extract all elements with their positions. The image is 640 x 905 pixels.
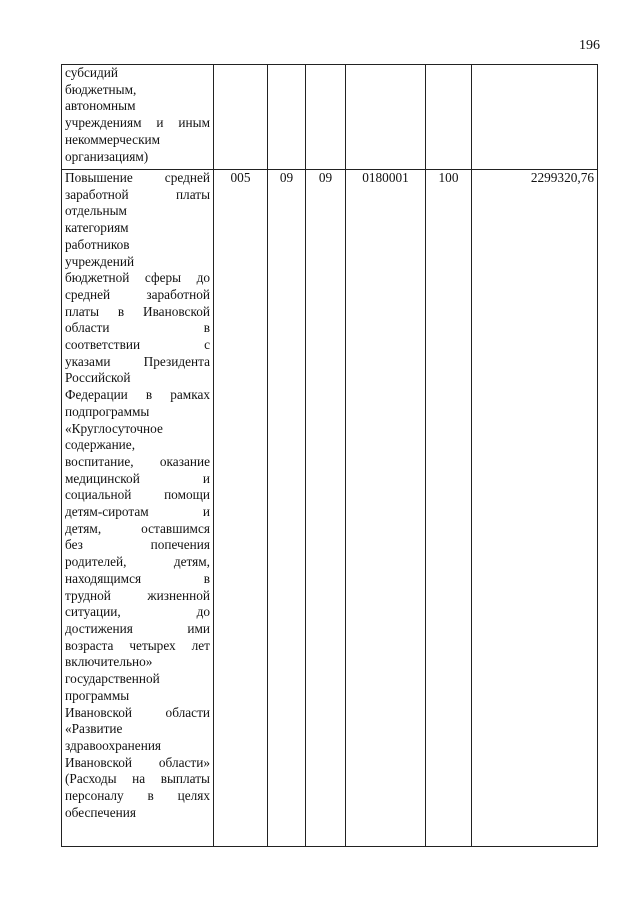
- target-article-cell: 0180001: [346, 170, 426, 847]
- description-line: социальной помощи: [65, 487, 210, 503]
- admin-code-cell: [214, 65, 268, 170]
- amount-cell: 2299320,76: [472, 170, 598, 847]
- description-line: трудной жизненной: [65, 587, 210, 603]
- description-line: бюджетной сферы до: [65, 270, 210, 286]
- description-line: без попечения: [65, 537, 210, 553]
- expense-type-cell: 100: [426, 170, 472, 847]
- description-line: субсидий: [65, 65, 118, 80]
- description-line: работников: [65, 236, 130, 252]
- description-line: возраста четырех лет: [65, 637, 210, 653]
- description-line: обеспечения: [65, 804, 136, 820]
- description-line: средней заработной: [65, 286, 210, 302]
- description-line: детям, оставшимся: [65, 520, 210, 536]
- description-line: «Развитие: [65, 721, 123, 737]
- description-line: «Круглосуточное: [65, 420, 163, 436]
- description-line: (Расходы на выплаты: [65, 771, 210, 787]
- section-cell: 09: [268, 170, 306, 847]
- table-row: [62, 170, 598, 847]
- description-line: государственной: [65, 671, 160, 687]
- description-line: Ивановской области: [65, 704, 210, 720]
- description-line: Ивановской области»: [65, 754, 210, 770]
- description-line: категориям: [65, 220, 129, 236]
- description-line: Российской: [65, 370, 131, 386]
- description-line: персоналу в целях: [65, 788, 210, 804]
- description-line: некоммерческим: [65, 131, 161, 147]
- description-line: области в: [65, 320, 210, 336]
- description-line: достижения ими: [65, 620, 210, 636]
- description-cell: [62, 170, 214, 847]
- description-line: программы: [65, 687, 130, 703]
- subsection-cell: 09: [306, 170, 346, 847]
- description-line: указами Президента: [65, 353, 210, 369]
- description-line: учреждениям и иным: [65, 115, 210, 131]
- expense-type-cell: [426, 65, 472, 170]
- description-line: находящимся в: [65, 570, 210, 586]
- budget-table: [61, 64, 598, 847]
- description-line: родителей, детям,: [65, 554, 210, 570]
- description-line: Федерации в рамках: [65, 387, 210, 403]
- table-row: [62, 65, 598, 170]
- description-line: содержание,: [65, 437, 136, 453]
- description-line: ситуации, до: [65, 604, 210, 620]
- section-cell: [268, 65, 306, 170]
- description-line: Повышение средней: [65, 170, 210, 185]
- description-line: подпрограммы: [65, 403, 150, 419]
- description-line: включительно»: [65, 654, 153, 670]
- target-article-cell: [346, 65, 426, 170]
- subsection-cell: [306, 65, 346, 170]
- description-line: платы в Ивановской: [65, 303, 210, 319]
- description-line: медицинской и: [65, 470, 210, 486]
- description-cell: [62, 65, 214, 170]
- description-line: детям-сиротам и: [65, 504, 210, 520]
- description-line: автономным: [65, 98, 136, 114]
- description-line: соответствии с: [65, 337, 210, 353]
- amount-cell: [472, 65, 598, 170]
- description-line: бюджетным,: [65, 81, 137, 97]
- description-line: здравоохранения: [65, 737, 162, 753]
- description-line: учреждений: [65, 253, 135, 269]
- description-line: организациям): [65, 148, 149, 164]
- admin-code-cell: 005: [214, 170, 268, 847]
- description-line: отдельным: [65, 203, 127, 219]
- description-line: заработной платы: [65, 186, 210, 202]
- description-line: воспитание, оказание: [65, 453, 210, 469]
- page-number: 196: [579, 38, 600, 53]
